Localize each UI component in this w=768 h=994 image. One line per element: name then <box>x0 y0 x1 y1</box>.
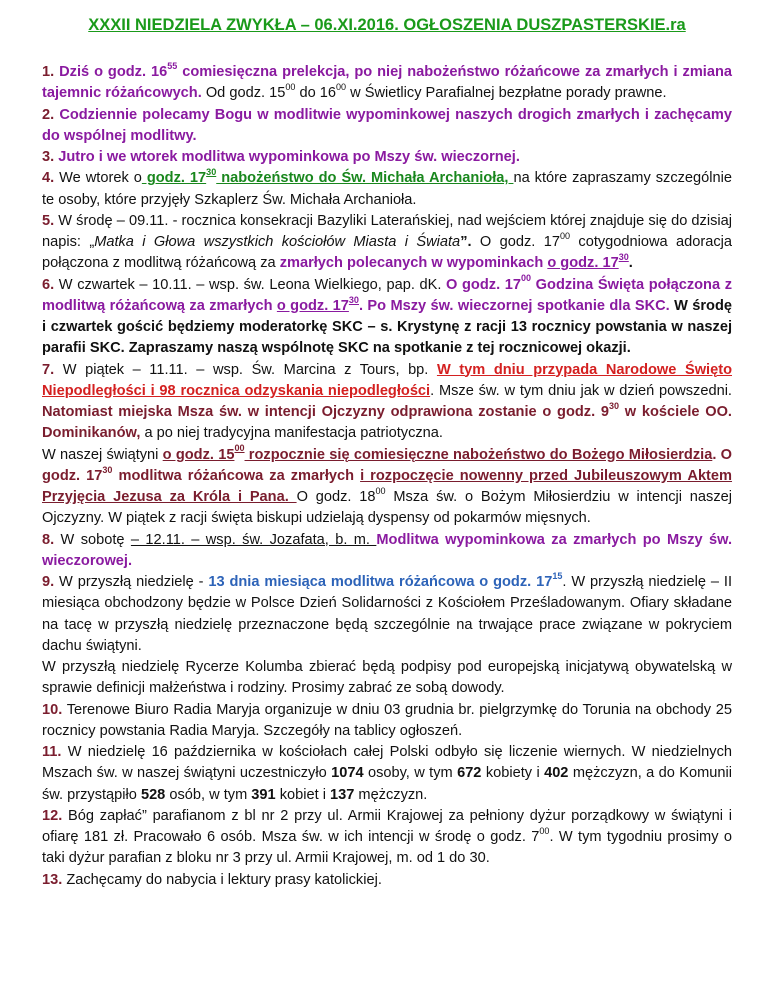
text-run: . O godz. 17 <box>42 446 732 484</box>
text-run: W piątek – 11.11. – wsp. Św. Marcina z Tours, bp. <box>54 361 437 378</box>
text-run: W tym dniu przypada Narodowe Święto Niepodległości i 98 rocznica odzyskania niepodległości <box>42 361 732 399</box>
text-run: osób, w tym <box>165 786 252 803</box>
text-run: W środę i czwartek gościć będziemy moderatorkę SKC – s. Krystynę z racji 13 rocznicy powstania w naszej parafii SKC. Zapraszamy naszą wspólnotę SKC na spotkanie z tej rocznicowej okazji. <box>42 297 732 357</box>
announcement-paragraph <box>42 657 732 700</box>
text-run: W sobotę <box>54 531 131 548</box>
text-run: w Świetlicy Parafialnej bezpłatne porady prawne. <box>346 85 667 102</box>
text-run: Matka i Głowa wszystkich kościołów Miasta i Świata <box>94 234 461 250</box>
text-run: 7. <box>42 361 55 378</box>
text-run: 12. <box>42 807 63 824</box>
text-run: . Msze św. w tym dniu jak w dzień powszedni. <box>430 382 732 399</box>
text-run: do 16 <box>295 85 337 102</box>
text-run: ”. <box>460 234 472 250</box>
text-run: 3. <box>42 149 55 165</box>
text-run: mężczyzn, a do Komunii św. przystąpiło <box>42 765 732 803</box>
text-run: . W przyszłą niedzielę – II miesiąca obchodzony będzie w Polsce Dzień Solidarności z Kościołem Prześladowanym. Ofiary składane na tacę w przyszłą niedzielę przeznaczone będą szczególnie na trwające prace związane w pokryciem dachu świątyni. <box>42 574 732 654</box>
announcements-body <box>42 62 732 891</box>
text-run: na które zapraszamy szczególnie te osoby, które przyjęły Szkaplerz Św. Michała Archanioła. <box>42 170 733 208</box>
text-run: a po niej tradycyjna manifestacja patriotyczna. <box>140 425 443 442</box>
text-run: Godzina Święta połączona z modlitwą różańcową za zmarłych <box>42 276 733 314</box>
text-run: 672 <box>457 765 482 782</box>
text-run: W przyszłą niedzielę Rycerze Kolumba zbierać będą podpisy pod europejską inicjatywą obywatelską w sprawie definicji małżeństwa i rodziny. Prosimy zabrać ze sobą dowody. <box>42 659 732 697</box>
superscript-run: 15 <box>552 570 563 581</box>
text-run: W środę – 09.11. - rocznica konsekracji Bazyliki Laterańskiej, nad wejściem której znajduje się do dzisiaj napis: „ <box>42 212 732 250</box>
text-run: 5. <box>42 212 55 229</box>
announcement-paragraph <box>42 211 732 275</box>
text-run: i rozpoczęcie nowenny przed Jubileuszowym Aktem Przyjęcia Jezusa za Króla i Pana. <box>42 467 733 505</box>
superscript-run: 00 <box>539 825 550 836</box>
text-run: 391 <box>251 786 276 803</box>
text-run: cotygodniowa adoracja połączona z modlitwą różańcową za <box>42 234 733 272</box>
text-run: 1074 <box>331 765 364 782</box>
text-run: We wtorek o <box>54 170 142 187</box>
text-run: W przyszłą niedzielę - <box>54 574 209 590</box>
text-run: . <box>628 255 633 272</box>
text-run: osoby, w tym <box>363 765 458 782</box>
text-run: 137 <box>330 786 355 803</box>
text-run: Dziś o godz. 16 <box>54 64 168 80</box>
announcement-paragraph <box>42 742 732 806</box>
text-run: 1. <box>42 64 55 80</box>
superscript-run: 00 <box>559 230 571 241</box>
superscript-run: 30 <box>102 464 113 475</box>
text-run: zmarłych polecanych w wypominkach <box>279 255 548 272</box>
announcement-paragraph <box>42 445 732 530</box>
text-run: Jutro i we wtorek modlitwa wypominkowa po Mszy św. wieczornej. <box>54 149 520 165</box>
superscript-run: 00 <box>285 82 296 93</box>
text-run: kobiety i <box>481 765 545 782</box>
text-run: comiesięczna prelekcja, po niej nabożeństwo różańcowe za zmarłych i zmiana tajemnic różańcowych. <box>42 64 733 102</box>
text-run: o godz. 17 <box>547 255 619 272</box>
announcement-paragraph <box>42 700 732 743</box>
superscript-run: 30 <box>206 167 217 178</box>
text-run: Zachęcamy do nabycia i lektury prasy katolickiej. <box>62 871 382 888</box>
announcement-paragraph <box>42 806 732 870</box>
text-run: Od godz. 15 <box>201 85 286 102</box>
text-run: Natomiast miejska Msza św. w intencji Ojczyzny odprawiona zostanie o godz. 9 <box>42 404 609 420</box>
announcement-paragraph <box>42 360 732 445</box>
text-run: O godz. 17 <box>471 234 560 250</box>
text-run: W niedzielę 16 października w kościołach całej Polski odbyło się liczenie wiernych. W niedzielnych Mszach św. w naszej świątyni uczestniczyło <box>42 744 732 782</box>
text-run: modlitwa różańcowa za zmarłych <box>112 467 361 484</box>
announcement-paragraph <box>42 572 732 657</box>
text-run: . <box>358 297 364 314</box>
superscript-run: 00 <box>234 443 245 454</box>
text-run: 11. <box>42 744 62 760</box>
text-run: . W tym tygodniu prosimy o taki dyżur parafian z bloku nr 3 przy ul. Armii Krajowej, m. od 1 do 30. <box>42 829 732 867</box>
text-run: O godz. 18 <box>296 489 376 505</box>
announcement-paragraph <box>42 275 732 360</box>
text-run: 13. <box>42 871 63 888</box>
text-run: – 12.11. – wsp. św. Jozafata, b. m. <box>130 531 377 548</box>
announcement-paragraph <box>42 870 732 891</box>
text-run: O godz. 17 <box>446 276 521 293</box>
superscript-run: 00 <box>375 485 386 496</box>
text-run: W naszej świątyni <box>42 446 163 463</box>
announcement-paragraph <box>42 530 732 573</box>
text-run: rozpocznie się comiesięczne nabożeństwo do Bożego Miłosierdzia <box>244 446 713 463</box>
text-run: W czwartek – 10.11. – wsp. św. Leona Wielkiego, pap. dK. <box>54 276 447 293</box>
text-run: 10. <box>42 701 63 718</box>
text-run: w kościele OO. Dominikanów, <box>42 404 732 442</box>
text-run: Po Mszy św. wieczornej spotkanie dla SKC. <box>363 297 670 314</box>
text-run: godz. 17 <box>141 170 207 187</box>
text-run: 13 dnia miesiąca modlitwa różańcowa o godz. 17 <box>208 574 553 590</box>
superscript-run: 55 <box>167 60 178 71</box>
superscript-run: 30 <box>618 252 629 263</box>
announcement-paragraph <box>42 168 732 211</box>
announcement-paragraph <box>42 105 732 148</box>
text-run: mężczyzn. <box>354 786 428 803</box>
text-run: nabożeństwo do Św. Michała Archanioła, <box>216 170 514 187</box>
text-run: Msza św. o Bożym Miłosierdziu w intencji naszej Ojczyzny. W piątek z racji święta biskupi udzielają dyspensy od pokarmów mięsnych. <box>42 489 732 527</box>
text-run: 402 <box>544 765 569 782</box>
text-run: 2. <box>42 106 55 123</box>
superscript-run: 30 <box>608 400 620 411</box>
text-run: o godz. 15 <box>162 446 235 463</box>
text-run: 6. <box>42 276 55 293</box>
text-run: Modlitwa wypominkowa za zmarłych po Mszy św. wieczorowej. <box>42 531 732 569</box>
text-run: 528 <box>140 786 166 803</box>
text-run: Terenowe Biuro Radia Maryja organizuje w dniu 03 grudnia br. pielgrzymkę do Torunia na obchody 25 rocznicy powstania Radia Maryja. Szczegóły na tablicy ogłoszeń. <box>42 701 732 739</box>
announcement-paragraph <box>42 62 732 105</box>
text-run: o godz. 17 <box>276 297 349 314</box>
text-run: 8. <box>42 531 55 548</box>
superscript-run: 30 <box>348 294 359 305</box>
text-run: 4. <box>42 170 55 187</box>
announcement-paragraph <box>42 147 732 168</box>
page-title: XXXII NIEDZIELA ZWYKŁA – 06.XI.2016. OGŁOSZENIA DUSZPASTERSKIE.ra <box>88 16 686 34</box>
text-run: 9. <box>42 574 55 590</box>
superscript-run: 00 <box>520 273 532 284</box>
text-run: Bóg zapłać” parafianom z bl nr 2 przy ul. Armii Krajowej za pełniony dyżur porządkowy w świątyni i ofiarę 181 zł. Pracowało 6 osób. Msza św. w ich intencji w środę o godz. 7 <box>42 807 732 845</box>
text-run: kobiet i <box>275 786 330 803</box>
text-run: Codziennie polecamy Bogu w modlitwie wypominkowej naszych drogich zmarłych i zachęcamy do wspólnej modlitwy. <box>42 106 732 144</box>
superscript-run: 00 <box>336 82 347 93</box>
